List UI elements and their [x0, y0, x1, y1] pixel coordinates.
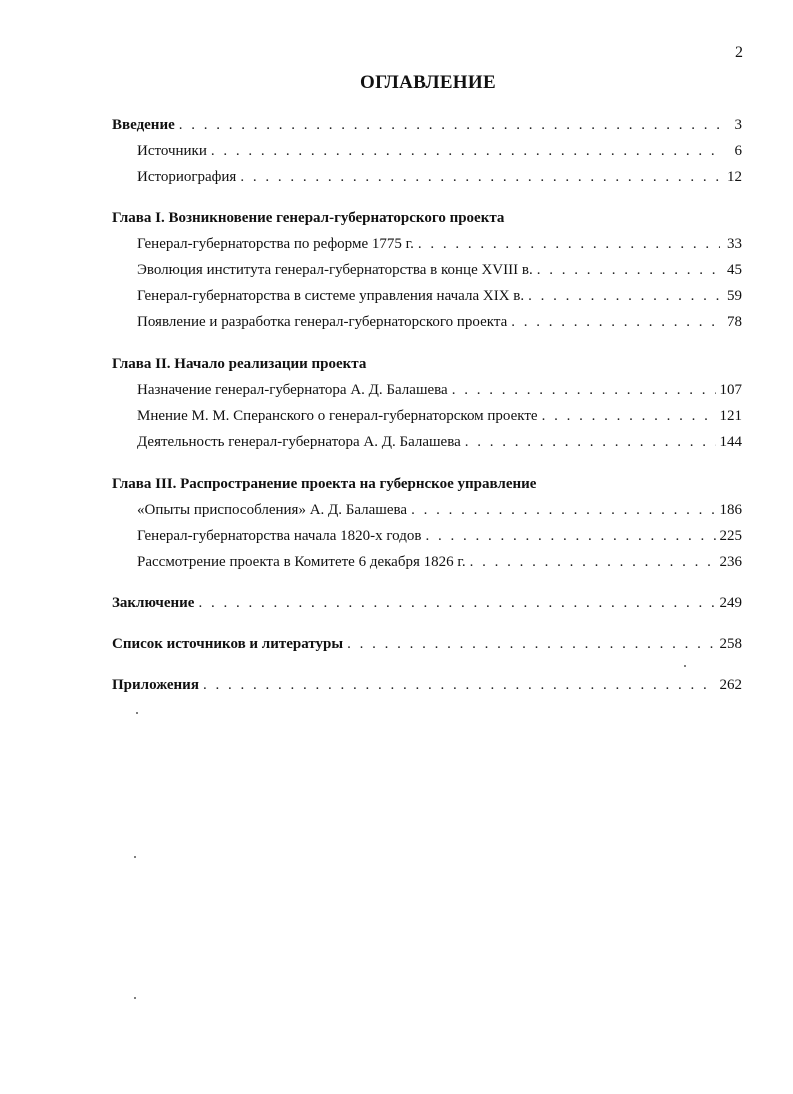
toc-entry-page: 121 — [719, 408, 742, 424]
toc-leader-dots — [411, 497, 715, 523]
toc-entry[interactable] — [112, 523, 742, 549]
toc-leader-dots — [470, 549, 716, 575]
toc-entry-page: 258 — [719, 636, 742, 652]
toc-entry-appendices[interactable] — [112, 672, 742, 698]
toc-entry-label: Деятельность генерал-губернатора А. Д. Балашева — [137, 434, 461, 450]
toc-entry-page: 45 — [727, 262, 742, 278]
toc-leader-dots — [452, 377, 716, 403]
toc-entry-page: 225 — [719, 528, 742, 544]
chapter-heading-2: Глава II. Начало реализации проекта — [112, 356, 367, 372]
toc-entry-label: Генерал-губернаторства начала 1820-х годов — [137, 528, 422, 544]
chapter-heading-1: Глава I. Возникновение генерал-губернаторского проекта — [112, 210, 505, 226]
toc-entry-label: Появление и разработка генерал-губернаторского проекта — [137, 314, 508, 330]
toc-entry-historiography[interactable] — [112, 164, 742, 190]
toc-leader-dots — [465, 429, 716, 455]
toc-entry[interactable] — [112, 497, 742, 523]
toc-entry-label: Мнение М. М. Сперанского о генерал-губернаторском проекте — [137, 408, 538, 424]
toc-entry-page: 262 — [719, 677, 742, 693]
toc-leader-dots — [418, 231, 720, 257]
toc-entry-page: 6 — [734, 143, 742, 159]
toc-leader-dots — [211, 138, 720, 164]
toc-entry-label: Рассмотрение проекта в Комитете 6 декабря 1826 г. — [137, 554, 466, 570]
toc-leader-dots — [511, 309, 720, 335]
toc-entry[interactable] — [112, 403, 742, 429]
toc-entry-bibliography[interactable] — [112, 631, 742, 657]
toc-leader-dots — [537, 257, 720, 283]
toc-entry[interactable] — [112, 549, 742, 575]
toc-entry-page: 3 — [734, 117, 742, 133]
toc-entry-conclusion[interactable] — [112, 590, 742, 616]
toc-leader-dots — [425, 523, 715, 549]
scan-speck — [134, 997, 136, 999]
toc-entry-page: 186 — [719, 502, 742, 518]
scan-speck — [136, 712, 138, 714]
toc-entry-label: Введение — [112, 117, 175, 133]
toc-entry-label: Заключение — [112, 595, 195, 611]
toc-leader-dots — [179, 112, 720, 138]
toc-entry-label: Историография — [137, 169, 237, 185]
toc-entry-page: 236 — [719, 554, 742, 570]
scan-speck — [684, 665, 686, 667]
toc-entry-label: «Опыты приспособления» А. Д. Балашева — [137, 502, 408, 518]
toc-entry-label: Эволюция института генерал-губернаторства в конце XVIII в. — [137, 262, 533, 278]
table-of-contents — [112, 112, 742, 698]
toc-entry[interactable] — [112, 283, 742, 309]
chapter-heading-3: Глава III. Распространение проекта на губернское управление — [112, 476, 537, 492]
page-title: ОГЛАВЛЕНИЕ — [360, 72, 496, 93]
toc-leader-dots — [528, 283, 720, 309]
toc-entry-introduction[interactable] — [112, 112, 742, 138]
toc-entry-sources[interactable] — [112, 138, 742, 164]
toc-entry-page: 107 — [719, 382, 742, 398]
toc-leader-dots — [347, 631, 715, 657]
toc-entry-label: Источники — [137, 143, 207, 159]
toc-entry-label: Генерал-губернаторства в системе управления начала XIX в. — [137, 288, 525, 304]
scan-speck — [134, 856, 136, 858]
toc-leader-dots — [198, 590, 715, 616]
toc-entry-page: 249 — [719, 595, 742, 611]
toc-entry-page: 12 — [727, 169, 742, 185]
toc-entry[interactable] — [112, 257, 742, 283]
toc-entry-page: 33 — [727, 236, 742, 252]
toc-entry-label: Назначение генерал-губернатора А. Д. Балашева — [137, 382, 448, 398]
toc-entry[interactable] — [112, 309, 742, 335]
toc-entry-label: Приложения — [112, 677, 199, 693]
toc-leader-dots — [542, 403, 716, 429]
toc-entry-page: 59 — [727, 288, 742, 304]
page-number: 2 — [735, 44, 743, 61]
toc-leader-dots — [203, 672, 716, 698]
toc-leader-dots — [240, 164, 720, 190]
toc-entry-label: Список источников и литературы — [112, 636, 344, 652]
toc-entry[interactable] — [112, 377, 742, 403]
toc-entry-page: 144 — [719, 434, 742, 450]
toc-entry[interactable] — [112, 429, 742, 455]
toc-entry-page: 78 — [727, 314, 742, 330]
toc-entry[interactable] — [112, 231, 742, 257]
toc-entry-label: Генерал-губернаторства по реформе 1775 г. — [137, 236, 414, 252]
